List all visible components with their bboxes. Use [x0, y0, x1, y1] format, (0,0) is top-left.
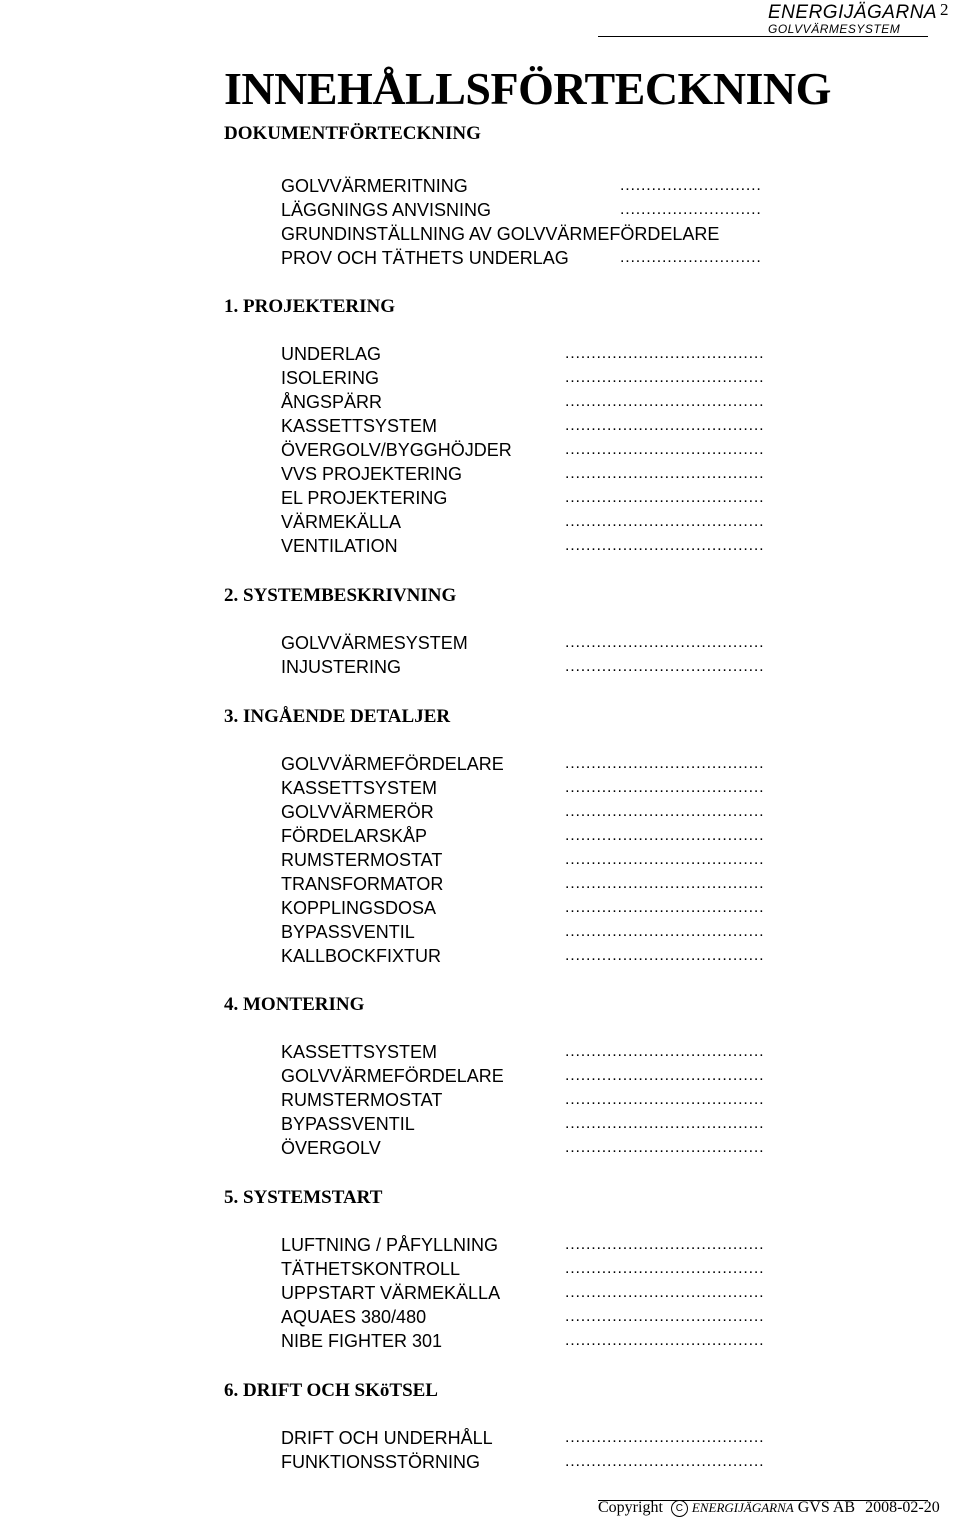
brand-logo: ENERGIJÄGARNA	[768, 2, 938, 23]
document-list-heading: DOKUMENTFÖRTECKNING	[224, 123, 481, 144]
footer-text	[598, 1499, 940, 1517]
toc-entry: AQUAES 380/480	[281, 1307, 427, 1327]
leader-dots: ......................................	[565, 1453, 765, 1470]
leader-dots: ...........................	[620, 177, 762, 194]
leader-dots: ......................................	[565, 899, 765, 916]
leader-dots: ......................................	[565, 1284, 765, 1301]
leader-dots: ......................................	[565, 465, 765, 482]
toc-entry: VVS PROJEKTERING	[281, 464, 463, 484]
leader-dots: ......................................	[565, 1043, 765, 1060]
toc-entry: TRANSFORMATOR	[281, 874, 444, 894]
toc-entry: RUMSTERMOSTAT	[281, 850, 443, 870]
toc-entry: GOLVVÄRMERÖR	[281, 802, 434, 822]
leader-dots: ......................................	[565, 1236, 765, 1253]
toc-entry: ÖVERGOLV	[281, 1138, 381, 1158]
toc-entry: KOPPLINGSDOSA	[281, 898, 437, 918]
toc-entry: ÖVERGOLV/BYGGHÖJDER	[281, 440, 512, 460]
toc-entry: NIBE FIGHTER 301	[281, 1331, 443, 1351]
leader-dots: ......................................	[565, 489, 765, 506]
leader-dots: ......................................	[565, 947, 765, 964]
leader-dots: ......................................	[565, 393, 765, 410]
section-heading: 5. SYSTEMSTART	[224, 1187, 383, 1208]
page-title: INNEHÅLLSFÖRTECKNING	[224, 63, 831, 114]
page-number: 2	[940, 0, 949, 19]
toc-entry: UNDERLAG	[281, 344, 382, 364]
leader-dots: ......................................	[565, 537, 765, 554]
section-heading: 2. SYSTEMBESKRIVNING	[224, 585, 457, 606]
footer-company-suffix: GVS AB	[797, 1499, 856, 1516]
leader-dots: ......................................	[565, 345, 765, 362]
toc-entry: KASSETTSYSTEM	[281, 1042, 438, 1062]
leader-dots: ......................................	[565, 1429, 765, 1446]
leader-dots: ......................................	[565, 1091, 765, 1108]
leader-dots: ......................................	[565, 779, 765, 796]
leader-dots: ......................................	[565, 1332, 765, 1349]
toc-entry: GOLVVÄRMEFÖRDELARE	[281, 754, 504, 774]
toc-entry: FUNKTIONSSTÖRNING	[281, 1452, 481, 1472]
leader-dots: ......................................	[565, 1115, 765, 1132]
toc-entry: DRIFT OCH UNDERHÅLL	[281, 1428, 493, 1448]
section-heading: 4. MONTERING	[224, 994, 365, 1015]
section-heading: 1. PROJEKTERING	[224, 296, 396, 317]
toc-entry: BYPASSVENTIL	[281, 1114, 415, 1134]
leader-dots: ......................................	[565, 851, 765, 868]
toc-entry: INJUSTERING	[281, 657, 402, 677]
leader-dots: ......................................	[565, 1067, 765, 1084]
document-list-item: LÄGGNINGS ANVISNING	[281, 200, 492, 220]
leader-dots: ...........................	[620, 201, 762, 218]
leader-dots: ......................................	[565, 875, 765, 892]
toc-entry: GOLVVÄRMEFÖRDELARE	[281, 1066, 504, 1086]
toc-entry: LUFTNING / PÅFYLLNING	[281, 1235, 499, 1255]
section-heading: 3. INGÅENDE DETALJER	[224, 706, 451, 727]
toc-entry: EL PROJEKTERING	[281, 488, 448, 508]
leader-dots: ......................................	[565, 923, 765, 940]
footer-date: 2008-02-20	[865, 1499, 940, 1516]
section-heading: 6. DRIFT OCH SKöTSEL	[224, 1380, 438, 1401]
leader-dots: ......................................	[565, 634, 765, 651]
toc-entry: BYPASSVENTIL	[281, 922, 415, 942]
toc-entry: VÄRMEKÄLLA	[281, 512, 402, 532]
brand-logo-subtitle: GOLVVÄRMESYSTEM	[768, 22, 901, 36]
toc-entry: RUMSTERMOSTAT	[281, 1090, 443, 1110]
document-list-item: GOLVVÄRMERITNING	[281, 176, 468, 196]
leader-dots: ......................................	[565, 513, 765, 530]
leader-dots: ......................................	[565, 1139, 765, 1156]
leader-dots: ......................................	[565, 369, 765, 386]
toc-entry: FÖRDELARSKÅP	[281, 826, 428, 846]
toc-entry: UPPSTART VÄRMEKÄLLA	[281, 1283, 501, 1303]
toc-entry: GOLVVÄRMESYSTEM	[281, 633, 468, 653]
document-list-item: PROV OCH TÄTHETS UNDERLAG	[281, 248, 569, 268]
toc-entry: KASSETTSYSTEM	[281, 416, 438, 436]
document-list-item: GRUNDINSTÄLLNING AV GOLVVÄRMEFÖRDELARE	[281, 224, 720, 244]
leader-dots: ......................................	[565, 1260, 765, 1277]
copyright-label: Copyright	[598, 1499, 663, 1516]
copyright-icon: C	[671, 1500, 688, 1517]
toc-entry: VENTILATION	[281, 536, 398, 556]
leader-dots: ......................................	[565, 441, 765, 458]
leader-dots: ......................................	[565, 827, 765, 844]
leader-dots: ......................................	[565, 803, 765, 820]
toc-entry: TÄTHETSKONTROLL	[281, 1259, 461, 1279]
toc-entry: ÅNGSPÄRR	[281, 392, 383, 412]
leader-dots: ......................................	[565, 417, 765, 434]
header-rule	[598, 36, 928, 37]
leader-dots: ...........................	[620, 249, 762, 266]
leader-dots: ......................................	[565, 658, 765, 675]
toc-entry: KASSETTSYSTEM	[281, 778, 438, 798]
footer-company: ENERGIJÄGARNA	[691, 1500, 794, 1515]
toc-entry: KALLBOCKFIXTUR	[281, 946, 442, 966]
toc-entry: ISOLERING	[281, 368, 380, 388]
leader-dots: ......................................	[565, 755, 765, 772]
leader-dots: ......................................	[565, 1308, 765, 1325]
